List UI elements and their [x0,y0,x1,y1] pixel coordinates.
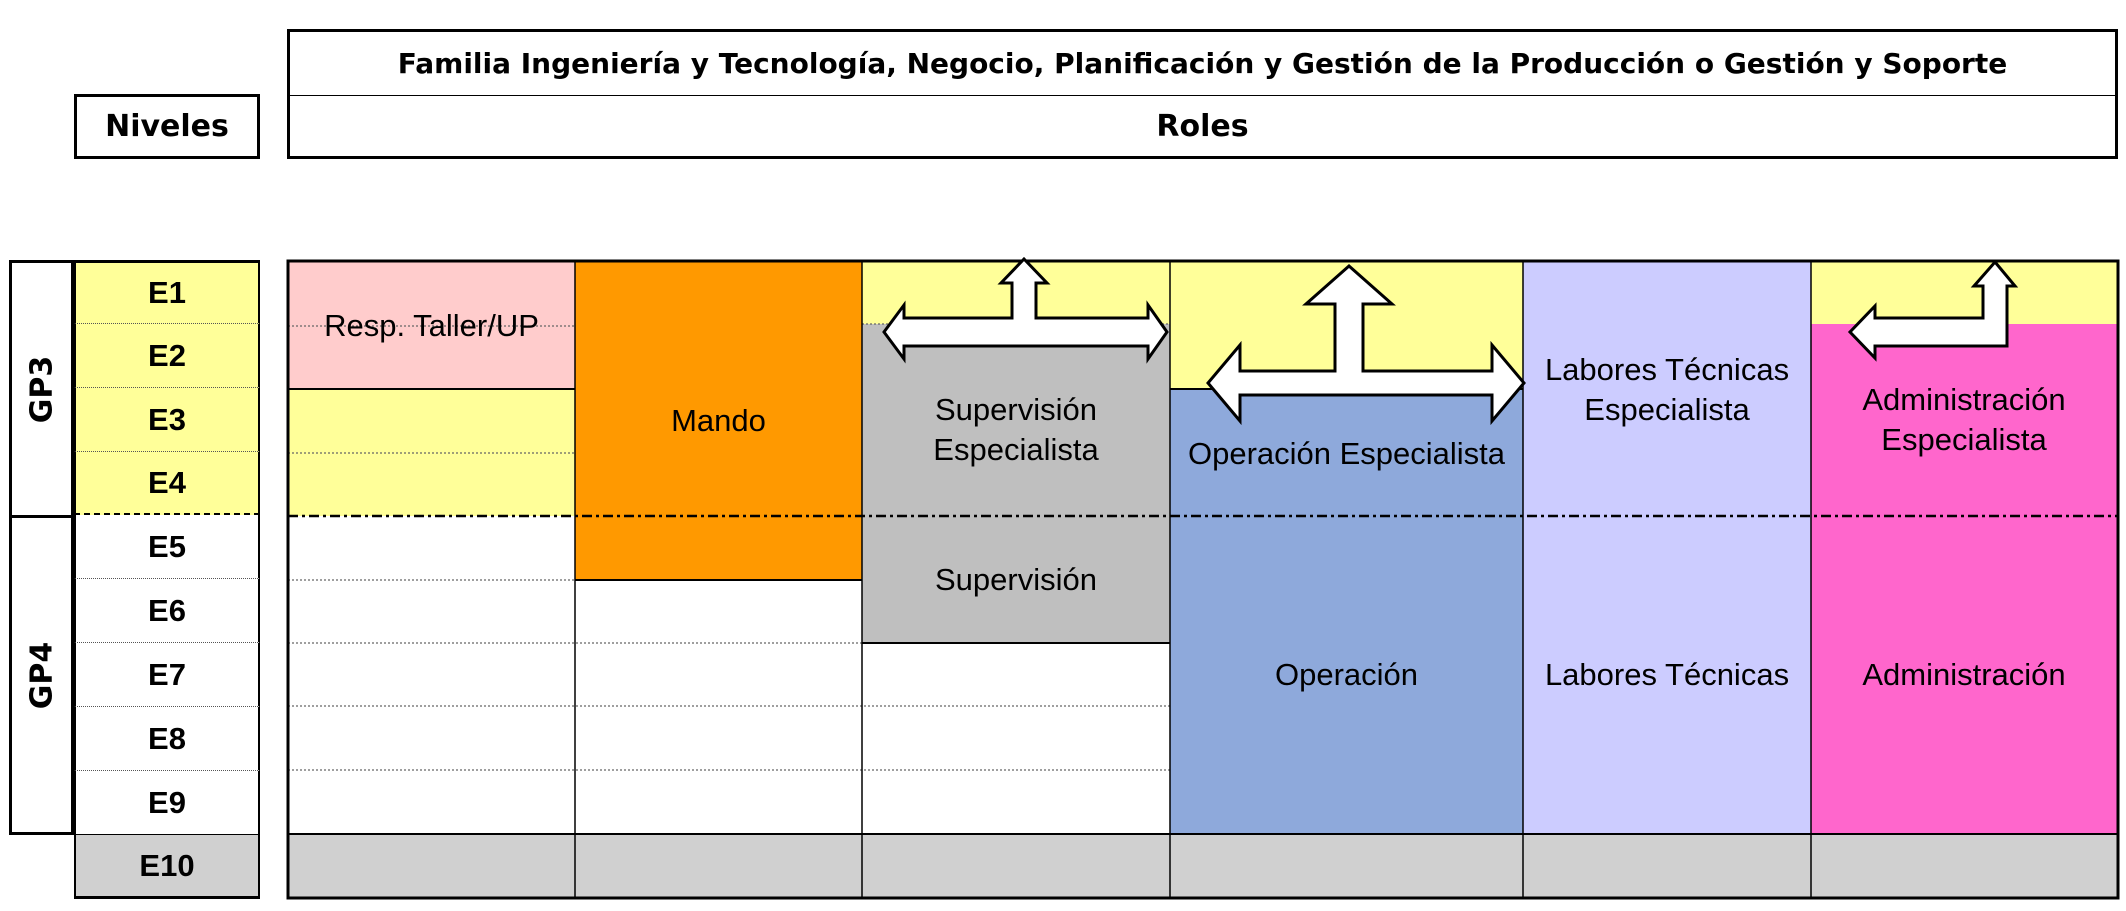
group-gp3-label: GP3 [24,355,59,424]
label-administracion [1811,516,2117,834]
level-e4-label: E4 [148,464,186,500]
level-e7-label: E7 [148,656,186,692]
level-e3-label: E3 [148,401,186,437]
column6-yellow-block [1811,262,2117,324]
level-e2-label: E2 [148,337,186,373]
level-e6-label: E6 [148,592,186,628]
label-supervision-especialista [902,380,1130,480]
supervision-especialista-text: Supervisión Especialista [933,392,1099,467]
administracion-especialista-text: Administración Especialista [1862,382,2066,457]
column1-yellow-block [288,389,575,516]
label-resp-taller [288,262,575,389]
resp-taller-text: Resp. Taller/UP [324,307,539,343]
label-administracion-especialista [1836,370,2092,470]
labores-text: Labores Técnicas [1544,657,1790,692]
level-e1-label: E1 [148,275,186,310]
label-mando [575,262,862,580]
level-e10-label: E10 [139,847,195,883]
label-labores-especialista [1533,340,1801,440]
level-e8-label: E8 [148,720,186,756]
roles-header-text: Roles [1156,108,1249,144]
labores-especialista-text: Labores Técnicas Especialista [1544,352,1790,427]
levels-header-text: Niveles [105,109,229,144]
label-operacion-especialista [1170,424,1523,484]
label-supervision [862,516,1170,643]
label-labores [1523,516,1811,834]
supervision-text: Supervisión [935,561,1097,597]
level-e5-label: E5 [148,528,186,564]
group-gp4-label: GP4 [24,641,59,709]
operacion-especialista-text: Operación Especialista [1187,436,1506,471]
mando-text: Mando [671,403,766,438]
e10-row [288,834,2117,898]
label-operacion [1170,516,1523,834]
level-e9-label: E9 [148,784,186,820]
administracion-text: Administración [1862,657,2066,692]
family-title-text: Familia Ingeniería y Tecnología, Negocio, Planificación y Gestión de la Producción o Gestión y Soporte [397,47,2008,80]
operacion-text: Operación [1274,657,1419,692]
